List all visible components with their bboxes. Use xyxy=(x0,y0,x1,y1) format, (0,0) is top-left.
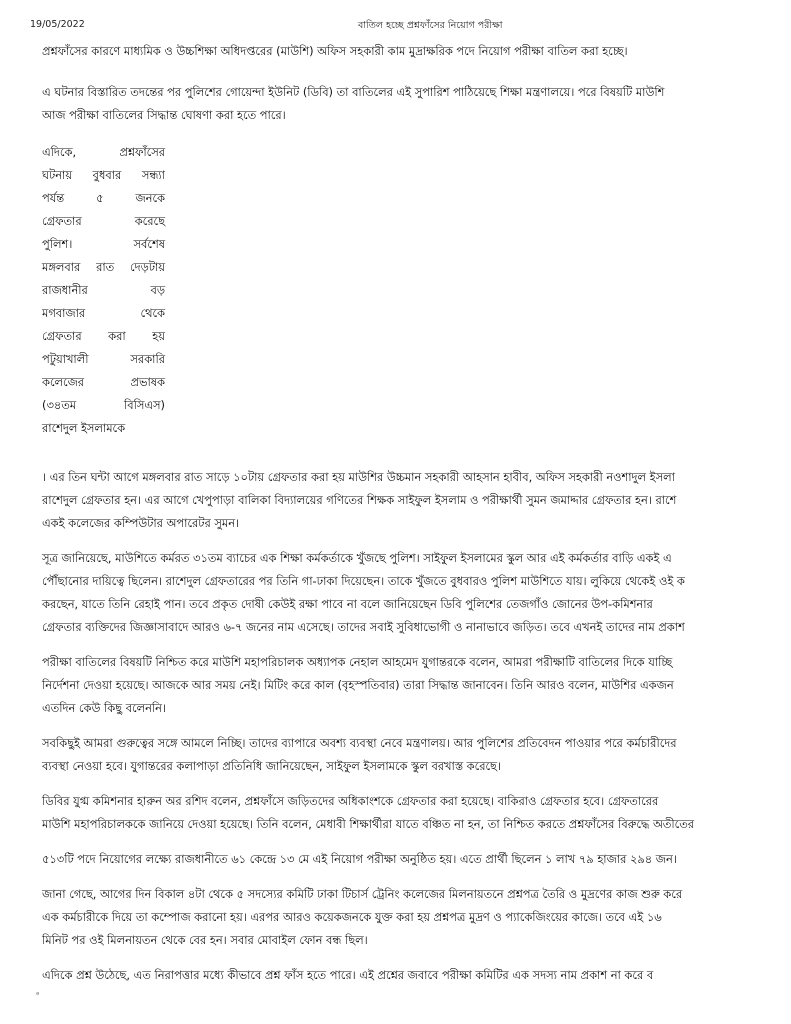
margin-mark: ᵃ xyxy=(36,990,40,999)
text-line: । এর তিন ঘন্টা আগে মঙ্গলবার রাত সাড়ে ১০টায় গ্রেফতার করা হয় মাউশির উচ্চমান সহকারী আহসান হাবীব, অফিস সহকারী নওশাদুল ইসলা xyxy=(42,470,675,484)
paragraph-question-prep xyxy=(42,883,791,952)
narrow-column-paragraph xyxy=(42,141,165,440)
narrow-line: রাশেদুল ইসলামকে xyxy=(42,421,126,435)
page-header xyxy=(30,15,791,35)
paragraph-cancellation xyxy=(42,651,791,720)
paragraph-db-commissioner xyxy=(42,790,791,836)
narrow-line: পটুয়াখালী সরকারি xyxy=(42,352,165,366)
text-line: রাশেদুল গ্রেফতার হন। এর আগে খেপুপাড়া বালিকা বিদ্যালয়ের গণিতের শিক্ষক সাইফুল ইসলাম ও পরীক্ষার্থী সুমন জমাদ্দার গ্রেফতার হন। রাশে xyxy=(42,493,677,507)
paragraph-intro: প্রশ্নফাঁসের কারণে মাধ্যমিক ও উচ্চশিক্ষা অধিদপ্তরের (মাউশি) অফিস সহকারী কাম মুদ্রাক্ষরিক পদে নিয়োগ পরীক্ষা বাতিল করা হচ্ছে। xyxy=(42,44,628,58)
text-line: পৌঁছানোর দায়িত্বে ছিলেন। রাশেদুল গ্রেফতারের পর তিনি গা-ঢাকা দিয়েছেন। তাকে খুঁজতে বুধবারও পুলিশ মাউশিতে যায়। লুকিয়ে থেকেই ওই ক xyxy=(42,574,685,588)
narrow-line: মঙ্গলবার রাত দেড়টায় xyxy=(42,260,165,274)
narrow-line: মগবাজার থেকে xyxy=(42,306,165,320)
text-line: জানা গেছে, আগের দিন বিকাল ৪টা থেকে ৫ সদস্যের কমিটি ঢাকা টিচার্স ট্রেনিং কলেজের মিলনায়তনে প্রশ্নপত্র তৈরি ও মুদ্রণের কাজ শুরু করে xyxy=(42,887,683,901)
text-line: এক কর্মচারীকে দিয়ে তা কম্পোজ করানো হয়। এরপর আরও কয়েকজনকে যুক্ত করা হয় প্রশ্নপত্র মুদ্রণ ও প্যাকেজিংয়ের কাজে। তবে এই ১৬ xyxy=(42,910,662,924)
text-line: মিনিট পর ওই মিলনায়তন থেকে বের হন। সবার মোবাইল ফোন বন্ধ ছিল। xyxy=(42,933,368,947)
narrow-line: গ্রেফতার করা হয় xyxy=(42,329,165,343)
print-date: 19/05/2022 xyxy=(30,19,85,30)
narrow-line: এদিকে, প্রশ্নফাঁসের xyxy=(42,145,165,159)
text-line: নির্দেশনা দেওয়া হয়েছে। আজকে আর সময় নেই। মিটিং করে কাল (বৃহস্পতিবার) তারা সিদ্ধান্ত জানাবেন। তিনি আরও বলেন, মাউশির একজন xyxy=(42,678,674,692)
text-line: মাউশি মহাপরিচালককে জানিয়ে দেওয়া হয়েছে। তিনি বলেন, মেধাবী শিক্ষার্থীরা যাতে বঞ্চিত না হন, তা নিশ্চিত করতে প্রশ্নফাঁসের বিরুদ্ধে অতীতের xyxy=(42,817,695,831)
paragraph-details-line-2: আজ পরীক্ষা বাতিলের সিদ্ধান্ত ঘোষণা করা হতে পারে। xyxy=(42,108,286,122)
text-line: সূত্র জানিয়েছে, মাউশিতে কর্মরত ৩১তম ব্যাচের এক শিক্ষা কর্মকর্তাকে খুঁজছে পুলিশ। সাইফুল ইসলামের স্কুল আর এই কর্মকর্তার বাড়ি একই এ xyxy=(42,551,672,565)
paragraph-security-question xyxy=(42,964,791,987)
narrow-line: ঘটনায় বুধবার সন্ধ্যা xyxy=(42,168,165,182)
paragraph-arrests xyxy=(42,466,791,535)
paragraph-details-line-1: এ ঘটনার বিস্তারিত তদন্তের পর পুলিশের গোয়েন্দা ইউনিট (ডিবি) তা বাতিলের এই সুপারিশ পাঠিয়েছে শিক্ষা মন্ত্রণালয়ে। পরে বিষয়টি মাউশি xyxy=(42,85,665,99)
text-line: করছেন, যাতে তিনি রেহাই পান। তবে প্রকৃত দোষী কেউই রক্ষা পাবে না বলে জানিয়েছেন ডিবি পুলিশের তেজগাঁও জোনের উপ-কমিশনার xyxy=(42,597,653,611)
narrow-line: পর্যন্ত ৫ জনকে xyxy=(42,191,165,205)
text-line: পরীক্ষা বাতিলের বিষয়টি নিশ্চিত করে মাউশি মহাপরিচালক অধ্যাপক নেহাল আহমেদ যুগান্তরকে বলেন, আমরা পরীক্ষাটি বাতিলের দিকে যাচ্ছি xyxy=(42,655,673,669)
text-line: ৫১৩টি পদে নিয়োগের লক্ষ্যে রাজধানীতে ৬১ কেন্দ্রে ১৩ মে এই নিয়োগ পরীক্ষা অনুষ্ঠিত হয়। এতে প্রার্থী ছিলেন ১ লাখ ৭৯ হাজার ২৯৪ জন। xyxy=(42,852,677,866)
paragraph-exam-stats xyxy=(42,848,791,871)
page-title: বাতিল হচ্ছে প্রশ্নফাঁসের নিয়োগ পরীক্ষা xyxy=(358,20,503,31)
narrow-line: রাজধানীর বড় xyxy=(42,283,165,297)
paragraph-sources xyxy=(42,547,791,639)
narrow-line: পুলিশ। সর্বশেষ xyxy=(42,237,165,251)
text-line: ডিবির যুগ্ম কমিশনার হারুন অর রশিদ বলেন, প্রশ্নফাঁসে জড়িতদের অধিকাংশকে গ্রেফতার করা হয়েছে। বাকিরাও গ্রেফতার হবে। গ্রেফতারের xyxy=(42,794,659,808)
text-line: এতদিন কেউ কিছু বলেননি। xyxy=(42,701,167,715)
article-body xyxy=(42,40,791,987)
text-line: সবকিছুই আমরা গুরুত্বের সঙ্গে আমলে নিচ্ছি। তাদের ব্যাপারে অবশ্য ব্যবস্থা নেবে মন্ত্রণালয়। আর পুলিশের প্রতিবেদন পাওয়ার পরে কর্মচারীদের xyxy=(42,736,677,750)
text-line: এদিকে প্রশ্ন উঠেছে, এত নিরাপত্তার মধ্যে কীভাবে প্রশ্ন ফাঁস হতে পারে। এই প্রশ্নের জবাবে পরীক্ষা কমিটির এক সদস্য নাম প্রকাশ না করে ব xyxy=(42,968,654,982)
narrow-line: (৩৪তম বিসিএস) xyxy=(42,398,165,412)
text-line: ব্যবস্থা নেওয়া হবে। যুগান্তরের কলাপাড়া প্রতিনিধি জানিয়েছেন, সাইফুল ইসলামকে স্কুল বরখাস্ত করেছে। xyxy=(42,759,502,773)
text-line: গ্রেফতার ব্যক্তিদের জিজ্ঞাসাবাদে আরও ৬-৭ জনের নাম এসেছে। তাদের সবাই সুবিধাভোগী ও নানাভাবে জড়িত। তবে এখনই তাদের নাম প্রকাশ xyxy=(42,620,685,634)
narrow-line: গ্রেফতার করেছে xyxy=(42,214,165,228)
paragraph-measures xyxy=(42,732,791,778)
narrow-line: কলেজের প্রভাষক xyxy=(42,375,165,389)
text-line: একই কলেজের কম্পিউটার অপারেটর সুমন। xyxy=(42,516,240,530)
